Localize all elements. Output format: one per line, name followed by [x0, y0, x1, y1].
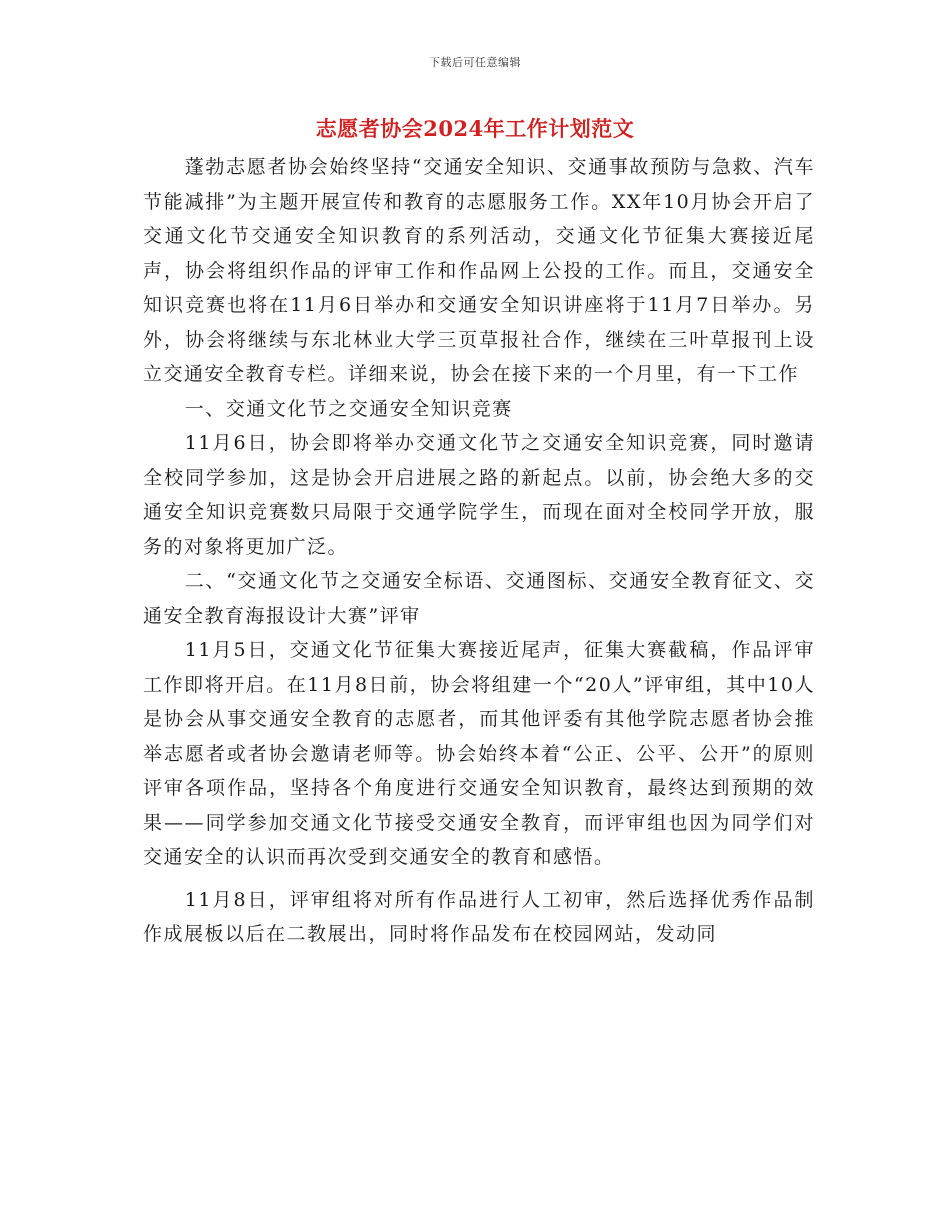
- paragraph-intro: 蓬勃志愿者协会始终坚持“交通安全知识、交通事故预防与急救、汽车节能减排”为主题开展宣传和教育的志愿服务工作。XX年10月协会开启了交通文化节交通安全知识教育的系列活动，交通文化节征集大赛接近尾声，协会将组织作品的评审工作和作品网上公投的工作。而且，交通安全知识竞赛也将在11月6日举办和交通安全知识讲座将于11月7日举办。另外，协会将继续与东北林业大学三页草报社合作，继续在三叶草报刊上设立交通安全教育专栏。详细来说，协会在接下来的一个月里，有一下工作: [143, 156, 815, 385]
- section-heading-1: 一、交通文化节之交通安全知识竞赛: [184, 397, 513, 420]
- paragraph-section-1: 11月6日，协会即将举办交通文化节之交通安全知识竞赛，同时邀请全校同学参加，这是协会开启进展之路的新起点。以前，协会绝大多的交通安全知识竞赛数只局限于交通学院学生，而现在面对全校同学开放，服务的对象将更加广泛。: [143, 432, 815, 558]
- section-heading-2: 二、“交通文化节之交通安全标语、交通图标、交通安全教育征文、交通安全教育海报设计大赛”评审: [143, 570, 815, 627]
- document-body: [143, 150, 815, 952]
- paragraph-section-2: 11月5日，交通文化节征集大赛接近尾声，征集大赛截稿，作品评审工作即将开启。在11月8日前，协会将组建一个“20人”评审组，其中10人是协会从事交通安全教育的志愿者，而其他评委有其他学院志愿者协会推举志愿者或者协会邀请老师等。协会始终本着“公正、公平、公开”的原则评审各项作品，坚持各个角度进行交通安全知识教育，最终达到预期的效果——同学参加交通文化节接受交通安全教育，而评审组也因为同学们对交通安全的认识而再次受到交通安全的教育和感悟。: [143, 639, 815, 868]
- document-title: 志愿者协会2024年工作计划范文: [315, 116, 635, 141]
- header-note: 下载后可任意编辑: [429, 56, 521, 69]
- paragraph-section-2-continued: 11月8日，评审组将对所有作品进行人工初审，然后选择优秀作品制作成展板以后在二教展出，同时将作品发布在校园网站，发动同: [143, 888, 815, 945]
